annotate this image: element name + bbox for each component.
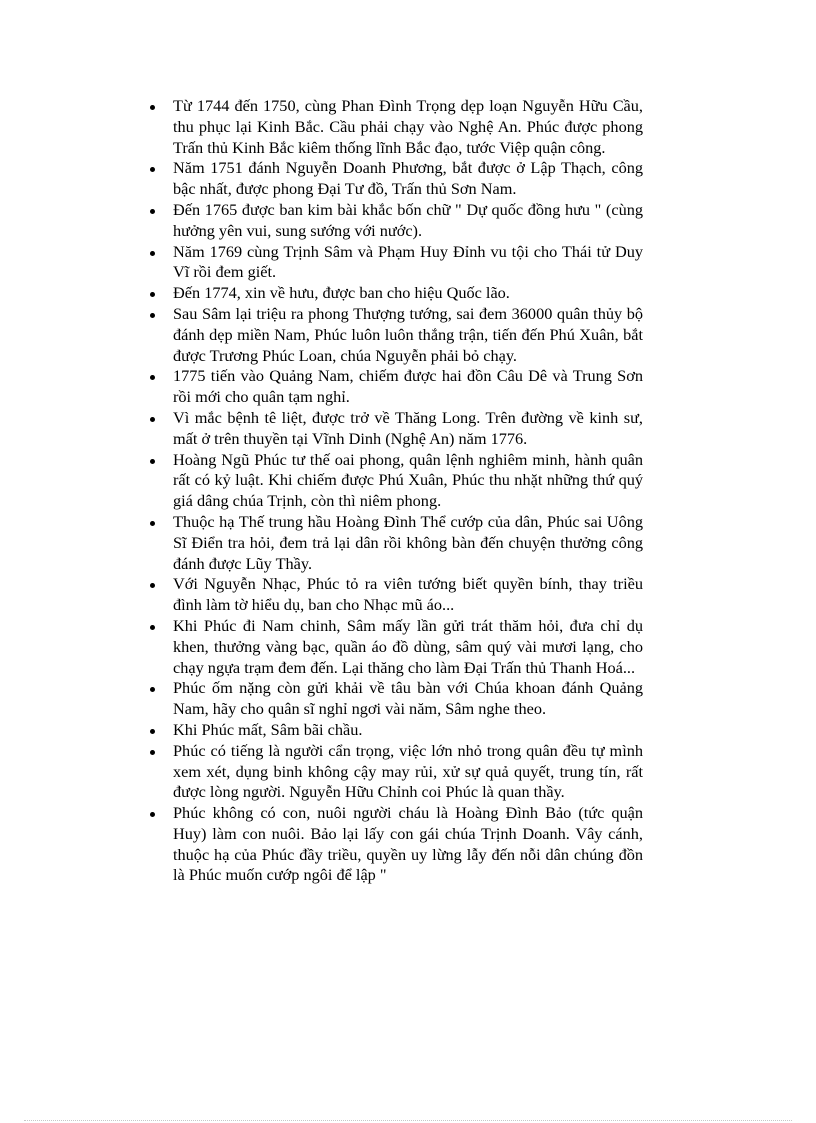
list-item-text: Với Nguyễn Nhạc, Phúc tỏ ra viên tướng biết quyền bính, thay triều đình làm tờ hiểu dụ, ban cho Nhạc mũ áo...: [173, 574, 643, 615]
list-item-text: Đến 1765 được ban kim bài khắc bốn chữ " Dự quốc đồng hưu " (cùng hưởng yên vui, sung sướng với nước).: [173, 199, 643, 240]
bullet-icon: [150, 209, 155, 214]
list-item-text: Thuộc hạ Thế trung hầu Hoàng Đình Thể cướp của dân, Phúc sai Uông Sĩ Điển tra hỏi, đem trả lại dân rồi không bàn đến chuyện thưởng công đánh được Lũy Thầy.: [173, 511, 643, 573]
list-item: [150, 408, 643, 450]
list-item: [150, 158, 643, 200]
bullet-icon: [150, 750, 155, 755]
bullet-icon: [150, 625, 155, 630]
list-item-text: Khi Phúc mất, Sâm bãi chầu.: [173, 719, 363, 739]
list-item-text: Phúc có tiếng là người cẩn trọng, việc lớn nhỏ trong quân đều tự mình xem xét, dụng binh không cậy may rủi, xử sự quả quyết, trung tín, rất được lòng người. Nguyễn Hữu Chỉnh coi Phúc là quan thầy.: [173, 740, 643, 802]
list-item-text: Từ 1744 đến 1750, cùng Phan Đình Trọng dẹp loạn Nguyễn Hữu Cầu, thu phục lại Kinh Bắc. Cầu phải chạy vào Nghệ An. Phúc được phong Trấn thủ Kinh Bắc kiêm thống lĩnh Bắc đạo, tước Việp quận công.: [173, 96, 643, 157]
bullet-list: [150, 96, 643, 886]
bullet-icon: [150, 417, 155, 422]
bullet-icon: [150, 812, 155, 817]
bullet-icon: [150, 251, 155, 256]
bullet-icon: [150, 313, 155, 318]
bullet-icon: [150, 729, 155, 734]
bullet-icon: [150, 167, 155, 172]
list-item: [150, 678, 643, 720]
bullet-icon: [150, 375, 155, 380]
list-item: [150, 242, 643, 284]
list-item: [150, 720, 643, 741]
list-item-text: Sau Sâm lại triệu ra phong Thượng tướng, sai đem 36000 quân thủy bộ đánh dẹp miền Nam, Phúc luôn luôn thắng trận, tiến đến Phú Xuân, bắt được Trương Phúc Loan, chúa Nguyễn phải bỏ chạy.: [173, 303, 643, 365]
bullet-icon: [150, 521, 155, 526]
list-item-text: Đến 1774, xin về hưu, được ban cho hiệu Quốc lão.: [173, 283, 510, 303]
page-boundary-divider: [24, 1120, 792, 1121]
bullet-icon: [150, 292, 155, 297]
list-item: [150, 616, 643, 678]
list-item: [150, 803, 643, 886]
bullet-icon: [150, 459, 155, 464]
list-item: [150, 366, 643, 408]
list-item-text: 1775 tiến vào Quảng Nam, chiếm được hai đồn Câu Dê và Trung Sơn rồi mới cho quân tạm nghỉ.: [173, 366, 643, 407]
list-item-text: Hoàng Ngũ Phúc tư thế oai phong, quân lệnh nghiêm minh, hành quân rất có kỷ luật. Khi chiếm được Phú Xuân, Phúc thu nhặt những thứ quý giá dâng chúa Trịnh, còn thì niêm phong.: [173, 449, 643, 511]
list-item-text: Năm 1769 cùng Trịnh Sâm và Phạm Huy Đỉnh vu tội cho Thái tử Duy Vĩ rồi đem giết.: [173, 241, 643, 282]
list-item: [150, 304, 643, 366]
list-item: [150, 741, 643, 803]
bullet-icon: [150, 687, 155, 692]
list-item-text: Khi Phúc đi Nam chinh, Sâm mấy lần gửi trát thăm hỏi, đưa chỉ dụ khen, thưởng vàng bạc, quần áo đồ dùng, sâm quý vài mươi lạng, cho chạy ngựa trạm đem đến. Lại thăng cho làm Đại Trấn thủ Thanh Hoá...: [173, 615, 643, 677]
list-item-text: Vì mắc bệnh tê liệt, được trở về Thăng Long. Trên đường về kinh sư, mất ở trên thuyền tại Vĩnh Dinh (Nghệ An) năm 1776.: [173, 407, 643, 448]
list-item: [150, 96, 643, 158]
list-item: [150, 450, 643, 512]
list-item-text: Phúc ốm nặng còn gửi khải về tâu bàn với Chúa khoan đánh Quảng Nam, hãy cho quân sĩ nghỉ ngơi vài năm, Sâm nghe theo.: [173, 678, 643, 719]
list-item-text: Năm 1751 đánh Nguyễn Doanh Phương, bắt được ở Lập Thạch, công bậc nhất, được phong Đại Tư đồ, Trấn thủ Sơn Nam.: [173, 158, 643, 199]
list-item: [150, 200, 643, 242]
list-item-text: Phúc không có con, nuôi người cháu là Hoàng Đình Bảo (tức quận Huy) làm con nuôi. Bảo lại lấy con gái chúa Trịnh Doanh. Vây cánh, thuộc hạ của Phúc đầy triều, quyền uy lừng lẫy đến nỗi dân chúng đồn là Phúc muốn cướp ngôi để lập ": [173, 803, 643, 885]
bullet-icon: [150, 583, 155, 588]
list-item: [150, 283, 643, 304]
bullet-icon: [150, 105, 155, 110]
list-item: [150, 512, 643, 574]
list-item: [150, 574, 643, 616]
